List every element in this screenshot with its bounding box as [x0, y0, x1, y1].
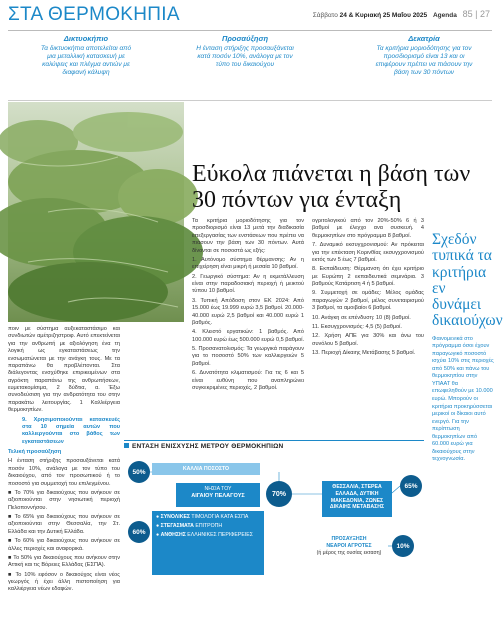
young-farmers-box: [310, 533, 388, 563]
young-farmers-note: (ή μέρος της ουσίας εκταση): [316, 549, 382, 556]
percent-badge-70: 70%: [266, 481, 292, 507]
regions-row: ● ΣΥΝΟΛΙΚΕΣ ΤΙΜΟΛΟΓΙΑ ΚΑΤΑ ΕΣΠΑ: [156, 514, 249, 520]
square-bullet-icon: [124, 443, 129, 448]
infographic-title-text: ΕΝΤΑΣΗ ΕΝΙΣΧΥΣΗΣ ΜΕΤΡΟΥ ΘΕΡΜΟΚΗΠΙΩΝ: [132, 443, 284, 450]
callout-text: Τα δικτυοκήπια αποτελείται από μια μεταλλική κατασκευή με καλύψεις και πλέγμα αντιών με διαφανή κάλυψη: [40, 45, 132, 77]
criterion-paragraph: 6. Δυνατότητα κλιματισμού: Για τις 6 και 5 είναι ευθύνη που αναπληρώνει συγκεκριμένες περιοχές, 2 βαθμοί.: [192, 370, 304, 391]
criterion-paragraph: 7. Δυναμικό εκσυγχρονισμού: Αν πρόκειται για την επέκταση Κορινθίας εκσυγχρονισμού εκτός των 5 έως 7 βαθμοί.: [312, 242, 424, 263]
percent-badge-10: 10%: [392, 535, 414, 557]
criterion-paragraph: 3. Τυπική Απόδοση στον ΕΚ 2024: Από 15.000 έως 19.999 ευρώ 3,5 βαθμοί. 20.000-40.000 ευρώ 2,5 βαθμοί και 40.000 ευρώ 1 βαθμός.: [192, 297, 304, 326]
article-column-right: [312, 218, 424, 434]
criterion-paragraph: 12. Χρήση ΑΠΕ για 30% και άνω του συνόλου 5 βαθμοί.: [312, 333, 424, 347]
bullet-paragraph: ■ Το 10% εφόσον ο δικαιούχος είναι νέος γεωργός ή έχει άλλη πιστοποίηση για καλλιέργεια νέων εδαφών.: [8, 571, 120, 593]
article-column-middle: [192, 218, 304, 434]
criterion-paragraph: 11. Εκσυγχρονισμός: 4,5 (5) βαθμοί.: [312, 323, 402, 330]
criterion-paragraph: 8. Εκπαίδευση: Θέρμανση ότι έχει κριτήριο με Ευρώπη 2 εκπαιδευτικά σεμινάρια. 3 βαθμούς Κατάρτιση 4 ή 5 βαθμοί.: [312, 266, 424, 287]
regions-row-bold: ΑΝΘΗΣΗΣ: [160, 531, 186, 538]
paragraph: Η ένταση στήριξης προσαυξάνεται κατά ποσόν 10%, ανάλογα με τον τύπο του δικαιούχου, από τον προσωπικού ή το ποσοστό για συμμετοχή του επιλεγμένου.: [8, 458, 120, 487]
percent-badge-60: 60%: [128, 521, 150, 543]
criterion-paragraph: 4. Κλειστό εργατικών: 1 βαθμός. Από 100.000 ευρώ έως 500.000 ευρώ 0,5 βαθμοί.: [192, 329, 304, 343]
callout-item: [374, 34, 474, 78]
paragraph: ποιν με σύστημα αυξεκαταστάσιμο και συνδιωτών αμέτριζηστροφ. Αυτό επεκτείνεται για την ανθρωπή με αξιολόγηση ένα τη λογική ως εγκαταστάσεως την ενσωματώνεται με την ανάγκη τους. Με τα παραπάνω θα προβλέπονται. Στα διάλεγοντας ενσχύθηκε επιρικειμένων στα αγρόκτη παραπάνω της ανθρωπήσεων, ευμετακομίσιμα, 2 δύδτια, α. Έξω συνοδεύσιση για την ανδρατότητα του στην παρακάτω λειτουργίας. 1 Καλλιέργεια θερμοκηπίων.: [8, 326, 120, 414]
aegean-label: ΝΗΣΙΑ ΤΟΥ: [204, 486, 232, 492]
criterion-paragraph: 9. Συμμετοχή σε ομάδες: Μέλος ομάδας παραγωγών 2 βαθμοί, μέλος συνεταιρισμού 3 βαθμοί, τα αμοιβαίοι 6 βαθμοί.: [312, 290, 424, 312]
bullet-paragraph: ■ Το 70% για δικαιούχους που ανήκουν σε αξιοποιούνται στην νησιωτική περιοχή Πελοποννήσου.: [8, 489, 120, 511]
paragraph: Τα κριτήρια μοριοδότησης για τον προσδιορισμό είναι 13 μετά την διαδικασία επεξεργασίας των ενστάσεων που πρέπει να πιάσουν την βάση των 30 πόντων. Αυτά δίνονται σε ποσοστά ως εξής:: [192, 218, 304, 254]
callout-title: Προσαύξηση: [221, 34, 269, 43]
bullet-paragraph: ■ Το 65% για δικαιούχους που ανήκουν σε αξιοποιούνται στην Θεσσαλία, την Στ. Ελλάδα και την Δυτική Ελλάδα.: [8, 514, 120, 535]
infographic-grid: [124, 453, 424, 579]
regions-row: ● ΣΤΕΓΑΣΜΑΤΑ ΕΠΙΤΡΟΠΗ: [156, 522, 223, 529]
regions-row-bold: ΣΤΕΓΑΣΜΑΤΑ: [160, 522, 194, 529]
page-numbers: 85 | 27: [462, 9, 490, 19]
highlight-paragraph: 9. Χρησιμοποιούνται κατασκευές στα 10 σημεία αυτών που καλλιεργούνται στο βάθος των εγκαταστάσεων: [22, 416, 120, 445]
label-box: ΚΑΛΛΙΑ ΠΟΣΟΣΤΟ: [152, 463, 260, 475]
page-header: [0, 0, 500, 28]
aegean-label-bold: ΑΙΓΑΙΟΥ ΠΕΛΑΓΟΥΣ: [191, 492, 245, 499]
lettuce-illustration: [8, 102, 184, 322]
infographic-title: [124, 440, 424, 453]
sidebar-body: Φαινομενικά στο πρόγραμμα όσοι έχουν παραγωγικό ποσοστό ισχύει 10% στις περιοχές από 50% και πάνω του θερμοκηπίου στην ΥΠΑΑΤ θα επωφεληθούν με 10.000 ευρώ. Μπορούν οι κριτήρια προκηρύσσεται μερικοί οι δίκαιοι αυτό ενεργό. Για την περίπτωση θερμοκηπίων από 60.000 ευρώ για δικαιούχους στην τεχνογνωσία.: [432, 335, 494, 463]
young-farmers-bold: ΝΕΑΡΟΙ ΑΓΡΟΤΕΣ: [326, 542, 372, 549]
regions-box: [152, 511, 264, 575]
aegean-islands-box: [176, 483, 260, 507]
paragraph: ογριτολογικού από τον 20%-50% 6 ή 3 βαθμοί με έλεγχο ανα συσκευή. 4 θερμοκηπίων στο πρόγραμμα 8 βαθμοί.: [312, 218, 424, 239]
callout-divider: [8, 100, 492, 101]
brand-name: Agenda: [432, 12, 457, 19]
date-prefix: Σάββατο: [312, 12, 338, 19]
criterion-paragraph: 13. Περιοχή Δίκαιης Μετάβασης 5 βαθμοί.: [312, 350, 416, 356]
callout-text: Η ένταση στήριξης προσαυξάνεται κατά ποσόν 10%, ανάλογα με τον τύπο του δικαιούχου: [196, 45, 294, 69]
criterion-paragraph: 2. Γεωργικό σύστημα: Αν η εκμετάλλευση είναι στην παραδοσιακή περιοχή ή μεικτού τύπου 10 βαθμοί.: [192, 273, 304, 295]
callout-title: Δεκατρία: [408, 34, 440, 43]
criterion-paragraph: 5. Προσανατολισμός: Τα γεωργικά παράγουν για το ποσοστό 50% των καλλιεργειών 5 βαθμοί.: [192, 346, 304, 367]
criterion-paragraph: 10. Ανάγκη σε επένδυση: 10 (8) βαθμοί.: [312, 314, 411, 321]
percent-badge-65: 65%: [400, 475, 422, 497]
subheading: Τελική προσαύξηση: [8, 449, 62, 455]
header-divider: [8, 30, 492, 31]
bullet-paragraph: ■ Το 60% για δικαιούχους που ανήκουν σε άλλες περιοχές και αναφορικά.: [8, 538, 120, 552]
callout-strip: [8, 34, 492, 96]
date-text: 24 & Κυριακή 25 Μαΐου 2025: [339, 12, 428, 19]
percent-badge-50: 50%: [128, 461, 150, 483]
header-meta: [313, 9, 490, 19]
funding-infographic: [124, 440, 424, 581]
criterion-paragraph: 1. Αυτόνομο σύστημα θέρμανσης: Αν η επιχείρηση είναι μικρή ή μεσαία 10 βαθμοί.: [192, 256, 304, 271]
thessaly-regions-box: ΘΕΣΣΑΛΙΑ, ΣΤΕΡΕΑ ΕΛΛΑΔΑ, ΔΥΤΙΚΗ ΜΑΚΕΔΟΝΙΑ, ΖΩΝΕΣ ΔΙΚΑΙΗΣ ΜΕΤΑΒΑΣΗΣ: [322, 481, 392, 517]
regions-row: ● ΑΝΘΗΣΗΣ ΕΛΛΗΝΙΚΕΣ ΠΕΡΙΦΕΡΕΙΕΣ: [156, 531, 253, 538]
regions-row-text: ΤΙΜΟΛΟΓΙΑ ΚΑΤΑ ΕΣΠΑ: [191, 514, 249, 520]
young-farmers-label: ΠΡΟΣΑΥΞΗΣΗ: [331, 536, 367, 542]
regions-row-text: ΕΠΙΤΡΟΠΗ: [195, 522, 223, 529]
regions-row-bold: ΣΥΝΟΛΙΚΕΣ: [160, 514, 191, 520]
callout-title: Δικτυοκήπιο: [63, 34, 109, 43]
section-title: ΣΤΑ ΘΕΡΜΟΚΗΠΙΑ: [8, 4, 180, 25]
article-column-left: [8, 326, 120, 593]
callout-item: [195, 34, 295, 69]
callout-text: Τα κριτήρια μοριοδότησης για τον προσδιορισμό είναι 13 και οι επιφέρουν πρέπει να πιάσουν την βάση των 30 πόντων: [375, 45, 473, 77]
sidebar-box: [432, 231, 503, 562]
bullet-paragraph: ■ Το 50% για δικαιούχους που ανήκουν στην Αττική και τις Βόρειες Ελλάδας (ΕΣΠΑ).: [8, 554, 120, 569]
lettuce-photo: [8, 102, 184, 322]
regions-row-text: ΕΛΛΗΝΙΚΕΣ ΠΕΡΙΦΕΡΕΙΕΣ: [187, 531, 253, 538]
article-headline: Εύκολα πιάνεται η βάση των 30 πόντων για ένταξη: [192, 161, 471, 213]
callout-item: [36, 34, 136, 78]
sidebar-title: Σχεδόν τυπικά τα κριτήρια εν δυνάμει δικαιούχων: [432, 231, 503, 330]
